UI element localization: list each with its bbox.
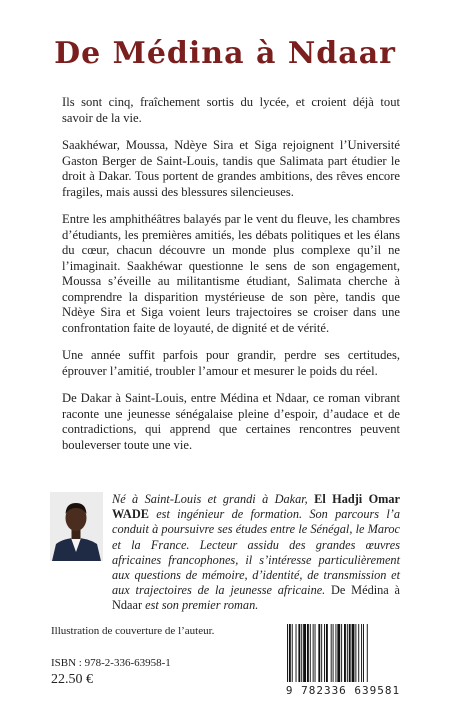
back-cover-summary	[62, 95, 400, 465]
summary-paragraph: Saakhéwar, Moussa, Ndèye Sira et Siga rejoignent l’Université Gaston Berger de Saint-Louis, tandis que Salimata part étudier le droit à Dakar. Tous portent de grandes ambitions, des rêves encore fragiles, mais aussi des blessures silencieuses.	[62, 138, 400, 199]
summary-paragraph: Ils sont cinq, fraîchement sortis du lycée, et croient déjà tout savoir de la vie.	[62, 95, 400, 125]
author-biography	[112, 492, 400, 614]
barcode	[285, 624, 401, 682]
barcode-number: 9 782336 639581	[285, 684, 401, 697]
price: 22.50 €	[51, 672, 93, 687]
book-title: De Médina à Ndaar	[54, 36, 396, 71]
summary-paragraph: Entre les amphithéâtres balayés par le vent du fleuve, les chambres d’étudiants, les premières amitiés, les débats politiques et les élans du cœur, chacun découvre un monde plus complexe qu’il ne l’imaginait. Saakhéwar questionne le sens de son engagement, Moussa s’éveille au militantisme étudiant, Salimata cherche à comprendre la disparition mystérieuse de son père, tandis que Ndèye Sira et Siga voient leurs trajectoires se croiser dans une confrontation faite de loyauté, de dignité et de vérité.	[62, 212, 400, 335]
author-photo	[50, 492, 103, 561]
isbn: ISBN : 978-2-336-63958-1	[51, 657, 171, 669]
bio-intro: Né à Saint-Louis et grandi à Dakar,	[112, 492, 315, 506]
author-portrait-image	[50, 492, 103, 561]
bio-book-title: De Médina à Ndaar	[112, 583, 400, 613]
cover-credit: Illustration de couverture de l’auteur.	[51, 625, 215, 637]
bio-end: est son premier roman.	[142, 598, 259, 613]
publication-info	[51, 625, 214, 688]
author-name: El Hadji Omar WADE	[112, 492, 400, 522]
summary-paragraph: De Dakar à Saint-Louis, entre Médina et Ndaar, ce roman vibrant raconte une jeunesse sénégalaise pleine d’espoir, d’audace et de contradictions, qui apprend que certaines rencontres peuvent bouleverser toute une vie.	[62, 391, 400, 452]
bio-main: est ingénieur de formation. Son parcours l’a conduit à poursuivre ses études entre le Sénégal, le Maroc et la France. Lecteur assidu des grandes œuvres africaines francophones, il s’intéresse particulièrement aux questions de mémoire, d’identité, de transmission et aux trajectoires de la jeunesse africaine.	[112, 507, 400, 598]
summary-paragraph: Une année suffit parfois pour grandir, perdre ses certitudes, éprouver l’amitié, troubler l’amour et mesurer le poids du réel.	[62, 348, 400, 378]
